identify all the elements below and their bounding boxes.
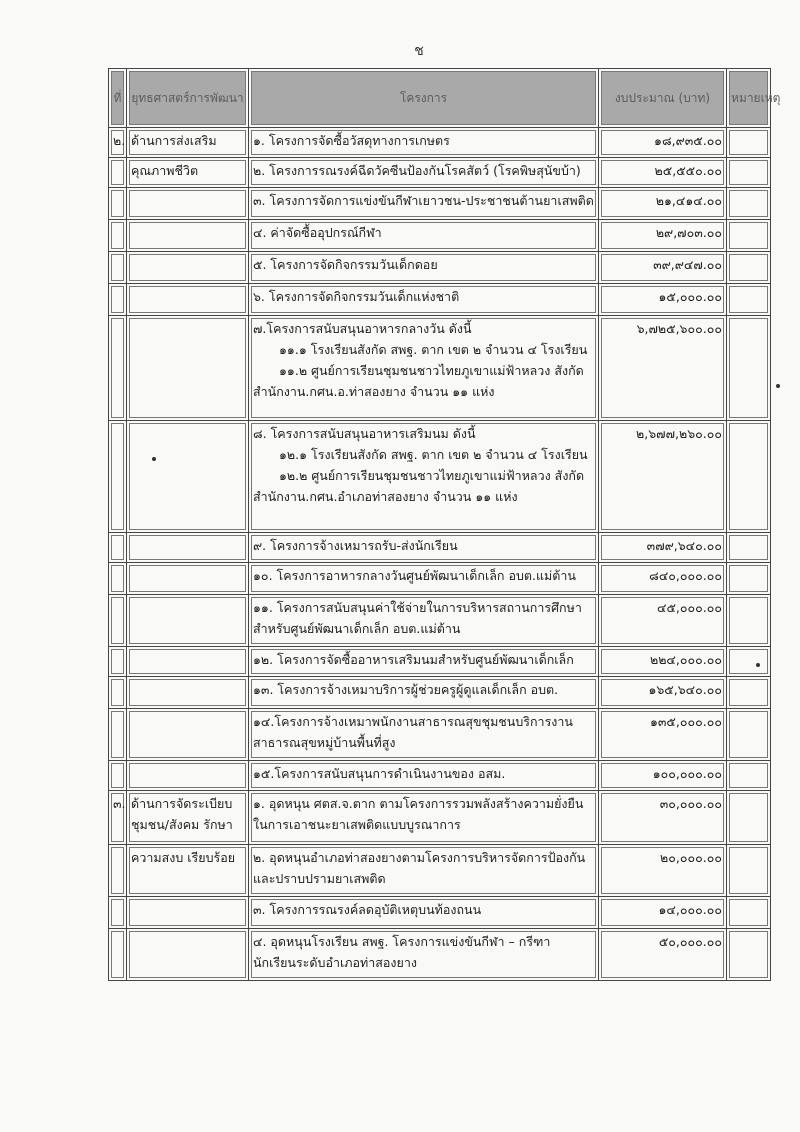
row-amount: ๓๙,๙๔๗.๐๐ xyxy=(599,252,727,284)
row-remark xyxy=(727,595,771,647)
project-title: ๑๒. โครงการจัดซื้ออาหารเสริมนมสำหรับศูนย์พัฒนาเด็กเล็ก xyxy=(253,652,574,667)
project-title: ๓. โครงการจัดการแข่งขันกีฬาเยาวชน-ประชาชนต้านยาเสพติด xyxy=(253,193,594,208)
row-project xyxy=(249,284,599,316)
row-amount: ๒๒๔,๐๐๐.๐๐ xyxy=(599,647,727,677)
scan-speck xyxy=(756,663,760,667)
table-row xyxy=(109,284,771,316)
project-subitem: ๑๑.๒ ศูนย์การเรียนชุมชนชาวไทยภูเขาแม่ฟ้าหลวง สังกัด xyxy=(279,363,584,378)
row-strategy xyxy=(127,421,249,533)
row-number xyxy=(109,929,127,981)
row-remark xyxy=(727,677,771,709)
row-strategy xyxy=(127,316,249,421)
project-title: ๑๕.โครงการสนับสนุนการดำเนินงานของ อสม. xyxy=(253,766,506,781)
row-amount: ๑๕,๐๐๐.๐๐ xyxy=(599,284,727,316)
row-strategy xyxy=(127,677,249,709)
row-number xyxy=(109,677,127,709)
row-strategy xyxy=(127,252,249,284)
scan-speck xyxy=(152,457,156,461)
table-row xyxy=(109,897,771,929)
row-remark xyxy=(727,761,771,791)
project-title: ๒. อุดหนุนอำเภอท่าสองยางตามโครงการบริหารจัดการป้องกัน xyxy=(253,850,586,865)
table-row xyxy=(109,845,771,897)
table-row xyxy=(109,595,771,647)
row-project xyxy=(249,595,599,647)
row-strategy xyxy=(127,647,249,677)
table-row xyxy=(109,761,771,791)
row-number xyxy=(109,421,127,533)
row-project xyxy=(249,845,599,897)
table-body xyxy=(109,128,771,981)
table-row xyxy=(109,128,771,158)
row-number xyxy=(109,188,127,220)
row-project xyxy=(249,188,599,220)
row-project xyxy=(249,897,599,929)
table-row xyxy=(109,533,771,563)
row-project xyxy=(249,252,599,284)
row-amount: ๔๕,๐๐๐.๐๐ xyxy=(599,595,727,647)
project-title: ๖. โครงการจัดกิจกรรมวันเด็กแห่งชาติ xyxy=(253,289,460,304)
row-amount: ๑๘,๙๓๕.๐๐ xyxy=(599,128,727,158)
row-remark xyxy=(727,128,771,158)
row-number: ๓. xyxy=(109,791,127,845)
row-amount: ๕๐,๐๐๐.๐๐ xyxy=(599,929,727,981)
table-row xyxy=(109,791,771,845)
row-amount: ๒๙,๗๐๓.๐๐ xyxy=(599,220,727,252)
row-strategy xyxy=(127,188,249,220)
row-number xyxy=(109,533,127,563)
row-number xyxy=(109,220,127,252)
row-amount: ๓๗๙,๖๔๐.๐๐ xyxy=(599,533,727,563)
project-subitem: ๑๒.๑ โรงเรียนสังกัด สพฐ. ตาก เขต ๒ จำนวน ๔ โรงเรียน xyxy=(279,447,588,462)
project-title: ๙. โครงการจ้างเหมารถรับ-ส่งนักเรียน xyxy=(253,538,458,553)
row-amount: ๒๐,๐๐๐.๐๐ xyxy=(599,845,727,897)
row-remark xyxy=(727,188,771,220)
row-strategy xyxy=(127,533,249,563)
project-subitem: ๑๒.๒ ศูนย์การเรียนชุมชนชาวไทยภูเขาแม่ฟ้าหลวง สังกัด xyxy=(279,468,585,483)
project-subitem: ๑๑.๑ โรงเรียนสังกัด สพฐ. ตาก เขต ๒ จำนวน ๔ โรงเรียน xyxy=(279,342,588,357)
project-title: ๑. โครงการจัดซื้อวัสดุทางการเกษตร xyxy=(253,133,450,148)
row-remark xyxy=(727,284,771,316)
row-number xyxy=(109,761,127,791)
project-title: ๘. โครงการสนับสนุนอาหารเสริมนม ดังนี้ xyxy=(253,426,476,441)
row-amount: ๑๓๕,๐๐๐.๐๐ xyxy=(599,709,727,761)
table-row xyxy=(109,929,771,981)
row-number xyxy=(109,897,127,929)
table-row xyxy=(109,563,771,595)
table-row xyxy=(109,421,771,533)
row-strategy xyxy=(127,929,249,981)
table-row xyxy=(109,158,771,188)
row-strategy xyxy=(127,897,249,929)
project-continuation: สำนักงาน.กศน.อำเภอท่าสองยาง จำนวน ๑๑ แห่ง xyxy=(253,489,518,504)
project-continuation: ในการเอาชนะยาเสพติดแบบบูรณาการ xyxy=(253,817,461,832)
row-strategy xyxy=(127,563,249,595)
table-row xyxy=(109,188,771,220)
project-title: ๕. โครงการจัดกิจกรรมวันเด็กดอย xyxy=(253,257,438,272)
row-project xyxy=(249,791,599,845)
table-row xyxy=(109,677,771,709)
row-strategy: คุณภาพชีวิต xyxy=(127,158,249,188)
row-project xyxy=(249,421,599,533)
row-remark xyxy=(727,647,771,677)
row-number xyxy=(109,595,127,647)
row-project xyxy=(249,761,599,791)
row-amount: ๑๔,๐๐๐.๐๐ xyxy=(599,897,727,929)
header-remark: หมายเหตุ xyxy=(727,69,771,128)
row-remark xyxy=(727,845,771,897)
project-title: ๑. อุดหนุน ศตส.จ.ตาก ตามโครงการรวมพลังสร้างความยั่งยืน xyxy=(253,796,584,811)
row-remark xyxy=(727,252,771,284)
row-amount: ๖,๗๒๕,๖๐๐.๐๐ xyxy=(599,316,727,421)
row-number xyxy=(109,252,127,284)
row-strategy xyxy=(127,284,249,316)
row-remark xyxy=(727,220,771,252)
project-title: ๒. โครงการรณรงค์ฉีดวัคซีนป้องกันโรคสัตว์ (โรคพิษสุนัขบ้า) xyxy=(253,163,581,178)
row-project xyxy=(249,563,599,595)
header-budget: งบประมาณ (บาท) xyxy=(599,69,727,128)
row-project xyxy=(249,533,599,563)
table-row xyxy=(109,709,771,761)
row-project xyxy=(249,316,599,421)
row-number xyxy=(109,709,127,761)
project-continuation: สำหรับศูนย์พัฒนาเด็กเล็ก อบต.แม่ต้าน xyxy=(253,621,461,636)
page-number: ช xyxy=(414,43,424,59)
project-title: ๔. อุดหนุนโรงเรียน สพฐ. โครงการแข่งขันกีฬา – กรีฑา xyxy=(253,934,551,949)
budget-table xyxy=(108,68,781,981)
project-title: ๓. โครงการรณรงค์ลดอุบัติเหตุบนท้องถนน xyxy=(253,902,482,917)
scan-speck xyxy=(776,384,780,388)
row-number xyxy=(109,316,127,421)
row-amount: ๓๐,๐๐๐.๐๐ xyxy=(599,791,727,845)
header-project: โครงการ xyxy=(249,69,599,128)
row-project xyxy=(249,647,599,677)
row-remark xyxy=(727,316,771,421)
row-remark xyxy=(727,791,771,845)
row-amount: ๒๑,๔๑๔.๐๐ xyxy=(599,188,727,220)
table-row xyxy=(109,316,771,421)
row-amount: ๘๔๐,๐๐๐.๐๐ xyxy=(599,563,727,595)
row-remark xyxy=(727,158,771,188)
row-amount: ๒๕,๕๕๐.๐๐ xyxy=(599,158,727,188)
project-continuation: นักเรียนระดับอำเภอท่าสองยาง xyxy=(253,955,417,970)
table-row xyxy=(109,252,771,284)
row-amount: ๒,๖๗๗,๒๖๐.๐๐ xyxy=(599,421,727,533)
row-amount: ๑๖๕,๖๔๐.๐๐ xyxy=(599,677,727,709)
row-number xyxy=(109,647,127,677)
header-no: ที่ xyxy=(109,69,127,128)
row-strategy: ความสงบ เรียบร้อย xyxy=(127,845,249,897)
row-strategy: ด้านการจัดระเบียบ ชุมชน/สังคม รักษา xyxy=(127,791,249,845)
row-remark xyxy=(727,421,771,533)
row-project xyxy=(249,677,599,709)
row-project xyxy=(249,709,599,761)
row-project xyxy=(249,128,599,158)
row-remark xyxy=(727,929,771,981)
row-strategy xyxy=(127,709,249,761)
row-project xyxy=(249,158,599,188)
project-title: ๑๔.โครงการจ้างเหมาพนักงานสาธารณสุขชุมชนบริการงาน xyxy=(253,714,573,729)
row-number xyxy=(109,158,127,188)
row-strategy xyxy=(127,595,249,647)
row-remark xyxy=(727,897,771,929)
project-continuation: สาธารณสุขหมู่บ้านพื้นที่สูง xyxy=(253,735,396,750)
table-row xyxy=(109,647,771,677)
project-title: ๑๓. โครงการจ้างเหมาบริการผู้ช่วยครูผู้ดูแลเด็กเล็ก อบต. xyxy=(253,682,559,697)
project-title: ๗.โครงการสนับสนุนอาหารกลางวัน ดังนี้ xyxy=(253,321,472,336)
project-title: ๑๑. โครงการสนับสนุนค่าใช้จ่ายในการบริหารสถานการศึกษา xyxy=(253,600,582,615)
row-strategy xyxy=(127,220,249,252)
row-project xyxy=(249,220,599,252)
row-remark xyxy=(727,533,771,563)
project-continuation: และปราบปรามยาเสพติด xyxy=(253,871,386,886)
project-title: ๔. ค่าจัดซื้ออุปกรณ์กีฬา xyxy=(253,225,382,240)
row-number xyxy=(109,563,127,595)
table-header-row xyxy=(109,69,771,128)
project-continuation: สำนักงาน.กศน.อ.ท่าสองยาง จำนวน ๑๑ แห่ง xyxy=(253,384,495,399)
row-strategy: ด้านการส่งเสริม xyxy=(127,128,249,158)
row-amount: ๑๐๐,๐๐๐.๐๐ xyxy=(599,761,727,791)
row-strategy xyxy=(127,761,249,791)
row-remark xyxy=(727,563,771,595)
row-number: ๒. xyxy=(109,128,127,158)
row-remark xyxy=(727,709,771,761)
header-strategy: ยุทธศาสตร์การพัฒนา xyxy=(127,69,249,128)
project-title: ๑๐. โครงการอาหารกลางวันศูนย์พัฒนาเด็กเล็ก อบต.แม่ต้าน xyxy=(253,568,576,583)
row-number xyxy=(109,845,127,897)
row-number xyxy=(109,284,127,316)
row-project xyxy=(249,929,599,981)
table-row xyxy=(109,220,771,252)
